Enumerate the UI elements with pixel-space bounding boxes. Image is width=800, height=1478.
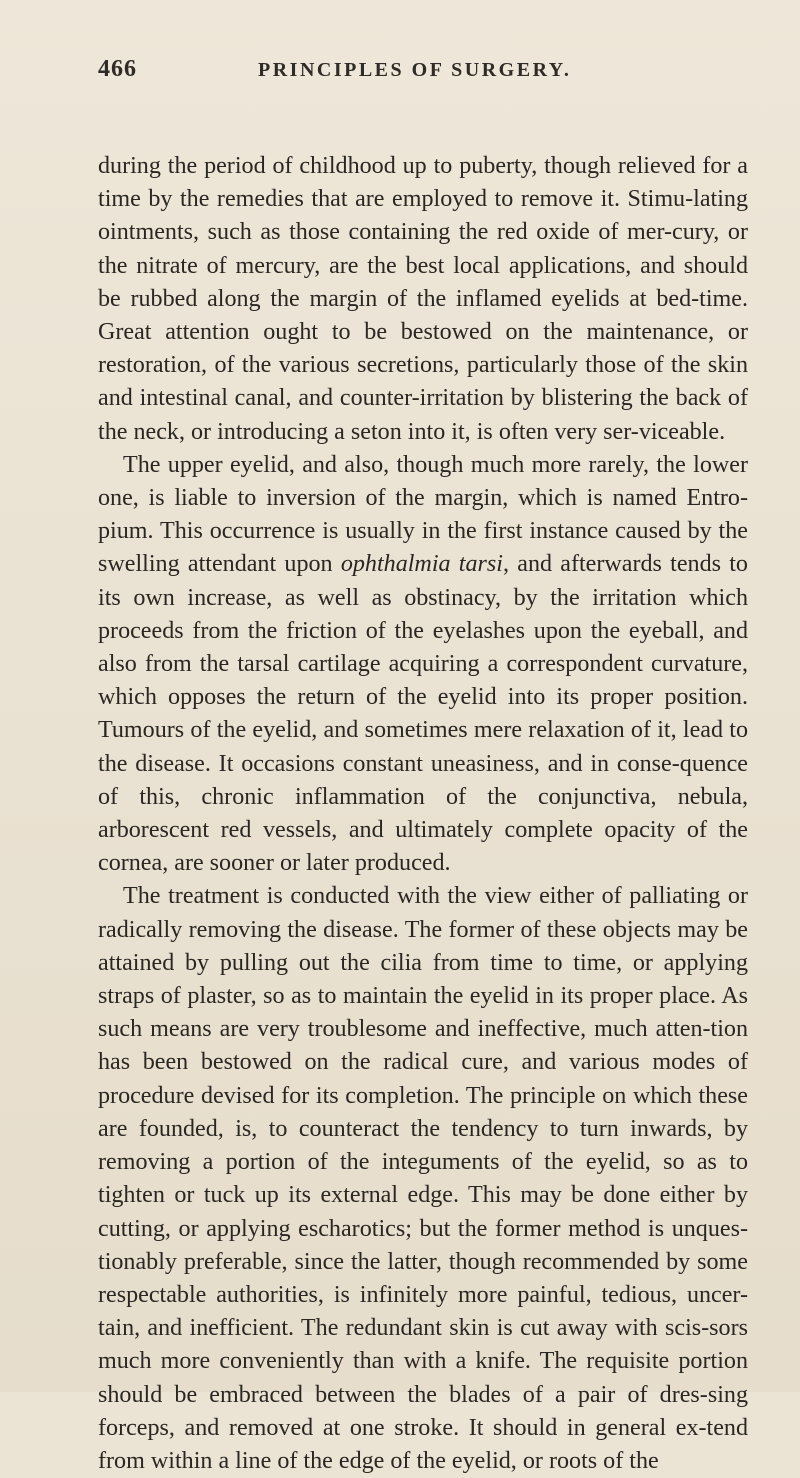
paragraph-entropium-part-2: , and afterwards tends to its own increase, as well as obstinacy, by the irritation which proceeds from the friction of the eyelashes upon the eyeball, and also from the tarsal cartilage acquiring a correspondent curvature, which opposes the return of the eyelid into its proper position. Tumours of the eyelid, and sometimes mere relaxation of it, lead to the disease. It occasions constant uneasiness, and in conse-quence of this, chronic inflammation of the conjunctiva, nebula, arborescent red vessels, and ultimately complete opacity of the cornea, are sooner or later produced. [98, 551, 748, 877]
italic-term-ophthalmia-tarsi: ophthalmia tarsi [340, 551, 503, 578]
paragraph-entropium [98, 449, 748, 881]
paragraph-treatment: The treatment is conducted with the view either of palliating or radically removing the disease. The former of these objects may be attained by pulling out the cilia from time to time, or applying straps of plaster, so as to maintain the eyelid in its proper place. As such means are very troublesome and ineffective, much atten-tion has been bestowed on the radical cure, and various modes of procedure devised for its completion. The principle on which these are founded, is, to counteract the tendency to turn inwards, by removing a portion of the integuments of the eyelid, so as to tighten or tuck up its external edge. This may be done either by cutting, or applying escharotics; but the former method is unques-tionably preferable, since the latter, though recommended by some respectable authorities, is infinitely more painful, tedious, uncer-tain, and inefficient. The redundant skin is cut away with scis-sors much more conveniently than with a knife. The requisite portion should be embraced between the blades of a pair of dres-sing forceps, and removed at one stroke. It should in general ex-tend from within a line of the edge of the eyelid, or roots of the [98, 883, 748, 1474]
running-head [98, 56, 748, 102]
page-number: 466 [98, 56, 137, 82]
body-text [98, 150, 748, 1478]
running-title: PRINCIPLES OF SURGERY. [258, 59, 572, 81]
paragraph-entropium-part-1: The upper eyelid, and also, though much more rarely, the lower one, is liable to inversion of the margin, which is named Entro-pium. This occurrence is usually in the first instance caused by the swelling attendant upon [98, 451, 748, 578]
paragraph-childhood: during the period of childhood up to puberty, though relieved for a time by the remedies that are employed to remove it. Stimu-lating ointments, such as those containing the red oxide of mer-cury, or the nitrate of mercury, are the best local applications, and should be rubbed along the margin of the inflamed eyelids at bed-time. Great attention ought to be bestowed on the maintenance, or restoration, of the various secretions, particularly those of the skin and intestinal canal, and counter-irritation by blistering the back of the neck, or introducing a seton into it, is often very ser-viceable. [98, 153, 748, 445]
